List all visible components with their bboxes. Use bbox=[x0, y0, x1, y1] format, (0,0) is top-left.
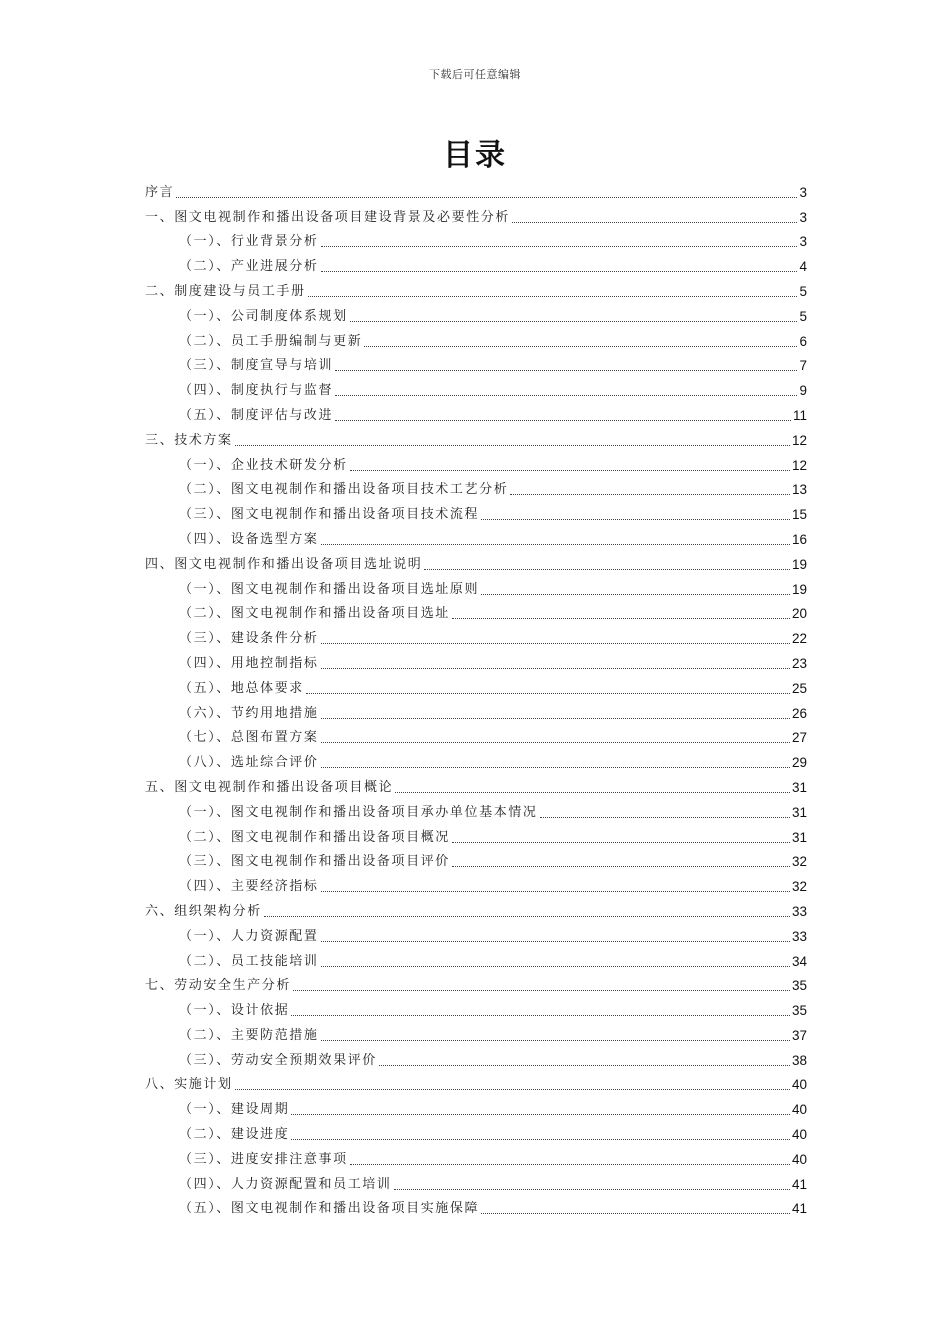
toc-entry-text: （二）、建设进度 bbox=[179, 1127, 290, 1143]
toc-entry-text: （五）、图文电视制作和播出设备项目实施保障 bbox=[179, 1201, 480, 1217]
toc-page-number: 41 bbox=[791, 1201, 807, 1217]
toc-page-number: 32 bbox=[791, 854, 807, 870]
toc-entry-text: （一）、图文电视制作和播出设备项目选址原则 bbox=[179, 581, 480, 597]
toc-page-number: 3 bbox=[799, 184, 807, 200]
toc-entry[interactable] bbox=[145, 548, 807, 573]
toc-dot-leader bbox=[264, 916, 790, 917]
toc-entry-text: （二）、图文电视制作和播出设备项目技术工艺分析 bbox=[179, 482, 509, 498]
toc-page-number: 31 bbox=[791, 804, 807, 820]
toc-page-number: 40 bbox=[791, 1102, 807, 1118]
toc-dot-leader bbox=[235, 1089, 790, 1090]
toc-page-number: 19 bbox=[791, 556, 807, 572]
toc-page-number: 31 bbox=[791, 779, 807, 795]
toc-page-number: 3 bbox=[799, 209, 807, 225]
toc-entry-text: 二、制度建设与员工手册 bbox=[145, 283, 306, 299]
toc-entry-text: （三）、建设条件分析 bbox=[179, 631, 319, 647]
toc-entry[interactable] bbox=[145, 920, 807, 945]
toc-dot-leader bbox=[321, 668, 790, 669]
toc-dot-leader bbox=[321, 941, 790, 942]
toc-dot-leader bbox=[176, 197, 797, 198]
toc-dot-leader bbox=[335, 395, 797, 396]
toc-entry[interactable] bbox=[145, 870, 807, 895]
toc-dot-leader bbox=[321, 742, 790, 743]
toc-page-number: 32 bbox=[791, 879, 807, 895]
toc-dot-leader bbox=[395, 792, 790, 793]
toc-entry-text: （二）、图文电视制作和播出设备项目选址 bbox=[179, 606, 450, 622]
toc-dot-leader bbox=[350, 1164, 790, 1165]
toc-page-number: 15 bbox=[791, 507, 807, 523]
toc-page-number: 11 bbox=[792, 407, 807, 423]
toc-dot-leader bbox=[452, 842, 790, 843]
toc-entry[interactable] bbox=[145, 1044, 807, 1069]
toc-entry[interactable] bbox=[145, 598, 807, 623]
toc-entry[interactable] bbox=[145, 746, 807, 771]
header-note: 下载后可任意编辑 bbox=[429, 68, 521, 81]
toc-entry-text: （二）、员工手册编制与更新 bbox=[179, 333, 363, 349]
toc-entry-text: （三）、图文电视制作和播出设备项目技术流程 bbox=[179, 507, 480, 523]
toc-entry-text: （四）、制度执行与监督 bbox=[179, 383, 334, 399]
toc-entry-text: 四、图文电视制作和播出设备项目选址说明 bbox=[145, 556, 423, 572]
toc-page-number: 40 bbox=[791, 1151, 807, 1167]
toc-entry-text: （八）、选址综合评价 bbox=[179, 755, 319, 771]
toc-entry[interactable] bbox=[145, 350, 807, 375]
toc-entry-text: （七）、总图布置方案 bbox=[179, 730, 319, 746]
toc-page-number: 35 bbox=[791, 1003, 807, 1019]
toc-entry[interactable] bbox=[145, 573, 807, 598]
toc-dot-leader bbox=[308, 296, 798, 297]
toc-page-number: 19 bbox=[791, 581, 807, 597]
toc-entry[interactable] bbox=[145, 771, 807, 796]
toc-entry[interactable] bbox=[145, 895, 807, 920]
toc-entry[interactable] bbox=[145, 994, 807, 1019]
toc-entry[interactable] bbox=[145, 424, 807, 449]
toc-dot-leader bbox=[350, 470, 790, 471]
toc-entry-text: （二）、主要防范措施 bbox=[179, 1027, 319, 1043]
toc-dot-leader bbox=[379, 1065, 790, 1066]
toc-entry[interactable] bbox=[145, 399, 807, 424]
toc-dot-leader bbox=[291, 1139, 790, 1140]
toc-page-number: 7 bbox=[799, 358, 807, 374]
toc-entry-text: （五）、制度评估与改进 bbox=[179, 407, 334, 423]
toc-entry[interactable] bbox=[145, 622, 807, 647]
toc-page-number: 9 bbox=[799, 383, 807, 399]
toc-dot-leader bbox=[335, 420, 791, 421]
toc-entry[interactable] bbox=[145, 374, 807, 399]
toc-entry-text: （三）、进度安排注意事项 bbox=[179, 1151, 348, 1167]
toc-entry[interactable] bbox=[145, 1019, 807, 1044]
toc-entry-text: （四）、用地控制指标 bbox=[179, 655, 319, 671]
toc-dot-leader bbox=[481, 594, 790, 595]
toc-dot-leader bbox=[291, 1114, 790, 1115]
toc-dot-leader bbox=[424, 569, 790, 570]
toc-entry-text: 七、劳动安全生产分析 bbox=[145, 978, 292, 994]
toc-page-number: 27 bbox=[791, 730, 807, 746]
toc-entry[interactable] bbox=[145, 970, 807, 995]
table-of-contents bbox=[145, 176, 807, 1217]
toc-page-number: 41 bbox=[791, 1176, 807, 1192]
toc-entry[interactable] bbox=[145, 449, 807, 474]
toc-dot-leader bbox=[394, 1189, 790, 1190]
toc-page-number: 34 bbox=[791, 953, 807, 969]
toc-entry-text: （一）、图文电视制作和播出设备项目承办单位基本情况 bbox=[179, 804, 538, 820]
toc-entry-text: 一、图文电视制作和播出设备项目建设背景及必要性分析 bbox=[145, 209, 511, 225]
toc-entry-text: （二）、产业进展分析 bbox=[179, 259, 319, 275]
toc-entry-text: （一）、人力资源配置 bbox=[179, 928, 319, 944]
toc-dot-leader bbox=[321, 891, 790, 892]
toc-dot-leader bbox=[321, 544, 790, 545]
toc-entry[interactable] bbox=[145, 846, 807, 871]
toc-entry[interactable] bbox=[145, 1093, 807, 1118]
toc-entry[interactable] bbox=[145, 1168, 807, 1193]
toc-page-number: 31 bbox=[791, 829, 807, 845]
toc-page-number: 33 bbox=[791, 903, 807, 919]
toc-title: 目录 bbox=[443, 138, 507, 173]
toc-entry-text: （二）、图文电视制作和播出设备项目概况 bbox=[179, 829, 450, 845]
toc-dot-leader bbox=[321, 966, 790, 967]
toc-page-number: 35 bbox=[791, 978, 807, 994]
toc-page-number: 22 bbox=[791, 631, 807, 647]
toc-page-number: 29 bbox=[791, 755, 807, 771]
toc-entry[interactable] bbox=[145, 275, 807, 300]
toc-dot-leader bbox=[321, 271, 798, 272]
toc-page-number: 25 bbox=[791, 680, 807, 696]
toc-entry[interactable] bbox=[145, 722, 807, 747]
toc-entry[interactable] bbox=[145, 1118, 807, 1143]
toc-entry-text: （四）、主要经济指标 bbox=[179, 879, 319, 895]
toc-dot-leader bbox=[293, 990, 790, 991]
toc-entry[interactable] bbox=[145, 1193, 807, 1218]
toc-dot-leader bbox=[364, 346, 797, 347]
toc-dot-leader bbox=[540, 817, 790, 818]
toc-entry[interactable] bbox=[145, 945, 807, 970]
toc-page-number: 37 bbox=[791, 1027, 807, 1043]
toc-entry-text: （四）、人力资源配置和员工培训 bbox=[179, 1176, 392, 1192]
toc-page-number: 3 bbox=[799, 234, 807, 250]
toc-entry-text: （三）、劳动安全预期效果评价 bbox=[179, 1052, 377, 1068]
toc-entry-text: 三、技术方案 bbox=[145, 432, 233, 448]
toc-entry[interactable] bbox=[145, 474, 807, 499]
toc-entry[interactable] bbox=[145, 498, 807, 523]
toc-entry-text: （四）、设备选型方案 bbox=[179, 531, 319, 547]
toc-entry[interactable] bbox=[145, 672, 807, 697]
toc-entry[interactable] bbox=[145, 325, 807, 350]
toc-dot-leader bbox=[481, 519, 790, 520]
toc-entry-text: （一）、公司制度体系规划 bbox=[179, 308, 348, 324]
toc-entry[interactable] bbox=[145, 250, 807, 275]
toc-dot-leader bbox=[481, 1213, 790, 1214]
toc-entry-text: （一）、建设周期 bbox=[179, 1102, 290, 1118]
toc-page-number: 13 bbox=[791, 482, 807, 498]
toc-dot-leader bbox=[350, 321, 798, 322]
toc-dot-leader bbox=[321, 643, 790, 644]
toc-entry[interactable] bbox=[145, 201, 807, 226]
toc-entry[interactable] bbox=[145, 821, 807, 846]
toc-entry-text: （二）、员工技能培训 bbox=[179, 953, 319, 969]
toc-page-number: 23 bbox=[791, 655, 807, 671]
toc-dot-leader bbox=[321, 246, 798, 247]
toc-dot-leader bbox=[321, 718, 790, 719]
toc-entry-text: 序言 bbox=[145, 184, 175, 200]
toc-entry-text: （五）、地总体要求 bbox=[179, 680, 304, 696]
toc-dot-leader bbox=[335, 370, 797, 371]
toc-page-number: 33 bbox=[791, 928, 807, 944]
toc-entry[interactable] bbox=[145, 176, 807, 201]
toc-page-number: 12 bbox=[791, 432, 807, 448]
toc-entry-text: 六、组织架构分析 bbox=[145, 903, 262, 919]
toc-entry[interactable] bbox=[145, 226, 807, 251]
toc-page-number: 12 bbox=[791, 457, 807, 473]
toc-entry-text: （三）、制度宣导与培训 bbox=[179, 358, 334, 374]
toc-page-number: 5 bbox=[799, 283, 807, 299]
toc-dot-leader bbox=[510, 494, 790, 495]
toc-entry-text: 八、实施计划 bbox=[145, 1077, 233, 1093]
toc-entry-text: （三）、图文电视制作和播出设备项目评价 bbox=[179, 854, 450, 870]
toc-dot-leader bbox=[512, 222, 797, 223]
toc-entry-text: （一）、企业技术研发分析 bbox=[179, 457, 348, 473]
toc-page-number: 20 bbox=[791, 606, 807, 622]
toc-dot-leader bbox=[306, 693, 790, 694]
toc-page-number: 26 bbox=[791, 705, 807, 721]
toc-page-number: 38 bbox=[791, 1052, 807, 1068]
toc-dot-leader bbox=[235, 445, 790, 446]
toc-page-number: 6 bbox=[799, 333, 807, 349]
toc-entry[interactable] bbox=[145, 1143, 807, 1168]
toc-dot-leader bbox=[452, 866, 790, 867]
toc-entry[interactable] bbox=[145, 300, 807, 325]
toc-entry[interactable] bbox=[145, 647, 807, 672]
toc-entry[interactable] bbox=[145, 1069, 807, 1094]
toc-page-number: 5 bbox=[799, 308, 807, 324]
toc-entry-text: （六）、节约用地措施 bbox=[179, 705, 319, 721]
toc-entry[interactable] bbox=[145, 697, 807, 722]
toc-entry-text: （一）、行业背景分析 bbox=[179, 234, 319, 250]
toc-page-number: 40 bbox=[791, 1127, 807, 1143]
toc-entry[interactable] bbox=[145, 796, 807, 821]
toc-page-number: 40 bbox=[791, 1077, 807, 1093]
toc-entry[interactable] bbox=[145, 523, 807, 548]
toc-dot-leader bbox=[452, 618, 790, 619]
toc-entry-text: （一）、设计依据 bbox=[179, 1003, 290, 1019]
toc-dot-leader bbox=[291, 1015, 790, 1016]
toc-dot-leader bbox=[321, 1040, 790, 1041]
toc-entry-text: 五、图文电视制作和播出设备项目概论 bbox=[145, 779, 394, 795]
toc-page-number: 16 bbox=[791, 531, 807, 547]
toc-dot-leader bbox=[321, 767, 790, 768]
toc-page-number: 4 bbox=[799, 259, 807, 275]
